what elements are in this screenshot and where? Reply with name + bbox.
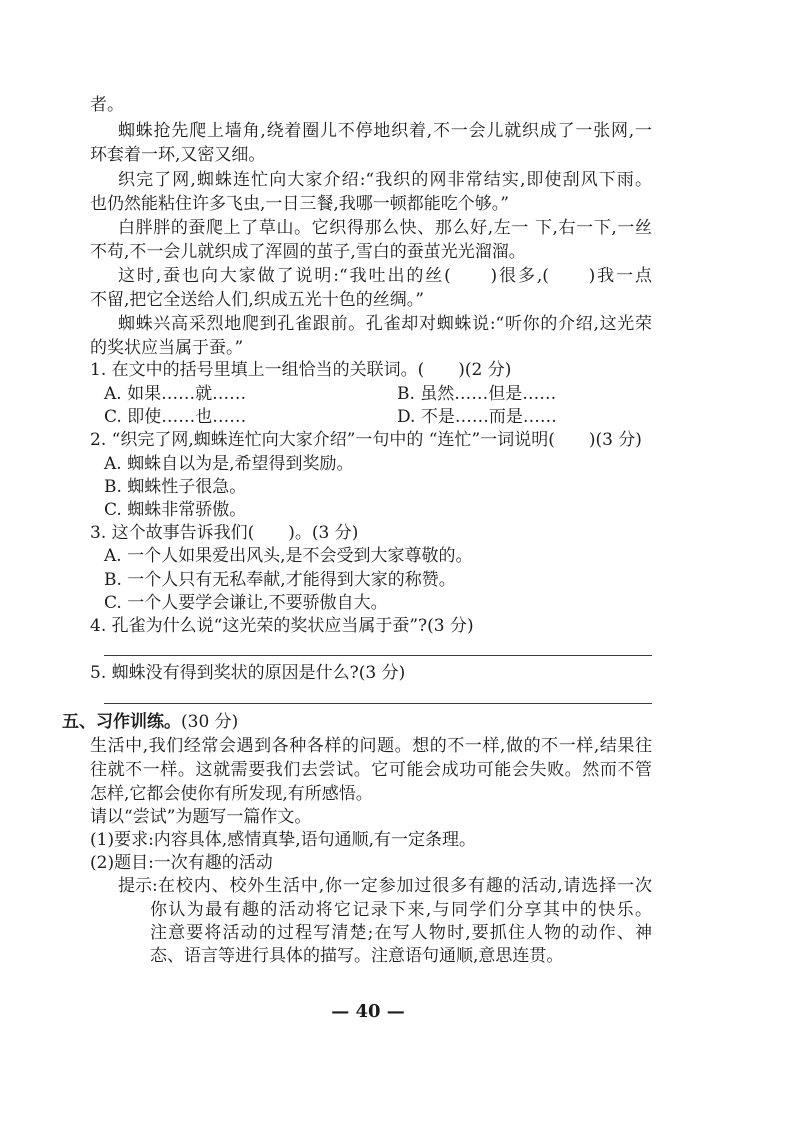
question-1-option-b: B. 虽然……但是…… [397,384,557,404]
passage-line: 蜘蛛兴高采烈地爬到孔雀跟前。孔雀却对蜘蛛说:“听你的介绍,这光荣 [118,314,652,334]
question-1-option-a: A. 如果……就…… [104,384,247,404]
question-1-option-c: C. 即使……也…… [104,407,247,427]
passage-line: 的奖状应当属于蚕。” [90,338,244,358]
section-heading [62,712,238,732]
composition-intro-line: 生活中,我们经常会遇到各种各样的问题。想的不一样,做的不一样,结果往 [90,736,652,756]
composition-topic: (2)题目:一次有趣的活动 [90,853,273,873]
question-5-stem: 5. 蜘蛛没有得到奖状的原因是什么?(3 分) [90,663,406,683]
question-2-option-c: C. 蜘蛛非常骄傲。 [104,500,247,520]
hint-line: 态、语言等进行具体的描写。注意语句通顺,意思连贯。 [150,946,564,966]
question-2-option-b: B. 蜘蛛性子很急。 [104,477,247,497]
hint-line: 在校内、校外生活中,你一定参加过很多有趣的活动,请选择一次 [158,876,652,896]
answer-line-q4 [104,655,652,656]
section-title: 五、习作训练。 [62,712,181,732]
passage-line: 环套着一环,又密又细。 [90,145,266,165]
question-3-stem: 3. 这个故事告诉我们( )。(3 分) [90,523,359,543]
passage-line: 不留,把它全送给人们,织成五光十色的丝绸。” [90,290,424,310]
passage-line: 这时,蚕也向大家做了说明:“我吐出的丝( )很多,( )我一点 [118,266,652,286]
hint-line: 注意要将活动的过程写清楚;在写人物时,要抓住人物的动作、神 [150,923,652,943]
answer-line-q5 [104,703,652,704]
question-2-option-a: A. 蜘蛛自以为是,希望得到奖励。 [104,454,354,474]
page-number: — 40 — [331,1001,405,1022]
question-4-stem: 4. 孔雀为什么说“这光荣的奖状应当属于蚕”?(3 分) [90,616,474,636]
question-1-stem: 1. 在文中的括号里填上一组恰当的关联词。( )(2 分) [90,360,512,380]
question-3-option-a: A. 一个人如果爱出风头,是不会受到大家尊敬的。 [104,546,473,566]
passage-line: 蜘蛛抢先爬上墙角,绕着圈儿不停地织着,不一会儿就织成了一张网,一 [118,121,652,141]
question-2-stem: 2. “织完了网,蜘蛛连忙向大家介绍”一句中的 “连忙”一词说明( )(3 分) [90,430,642,450]
composition-requirement: (1)要求:内容具体,感情真挚,语句通顺,有一定条理。 [90,830,477,850]
passage-line: 者。 [90,95,124,115]
passage-line: 不苟,不一会儿就织成了浑圆的茧子,雪白的蚕茧光光溜溜。 [90,242,526,262]
passage-line: 也仍然能粘住许多飞虫,一日三餐,我哪一顿都能吃个够。” [90,194,509,214]
section-score: (30 分) [181,712,239,732]
composition-intro-line: 往就不一样。这就需要我们去尝试。它可能会成功可能会失败。然而不管 [90,760,652,780]
composition-intro-line: 怎样,它都会使你有所发现,有所感悟。 [90,784,373,804]
composition-instruction: 请以“尝试”为题写一篇作文。 [90,807,312,827]
passage-line: 白胖胖的蚕爬上了草山。它织得那么快、那么好,左一 下,右一下,一丝 [118,218,652,238]
question-3-option-b: B. 一个人只有无私奉献,才能得到大家的称赞。 [104,570,456,590]
question-1-option-d: D. 不是……而是…… [397,407,557,427]
question-3-option-c: C. 一个人要学会谦让,不要骄傲自大。 [104,593,388,613]
passage-line: 织完了网,蜘蛛连忙向大家介绍:“我织的网非常结实,即使刮风下雨。 [118,170,652,190]
hint-line: 你认为最有趣的活动将它记录下来,与同学们分享其中的快乐。 [150,900,652,920]
hint-label: 提示: [118,876,158,896]
